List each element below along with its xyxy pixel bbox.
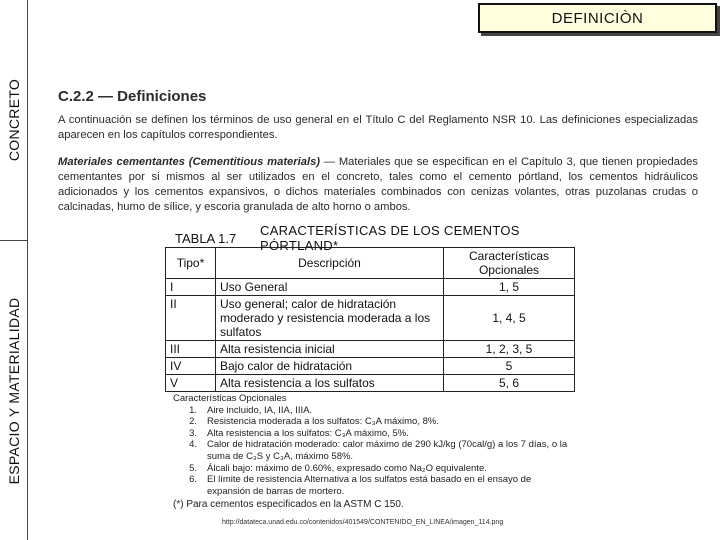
cell-descripcion: Uso general; calor de hidratación moderado y resistencia moderada a los sulfatos: [216, 296, 444, 341]
cell-tipo: III: [166, 341, 216, 358]
sidebar-section-concreto: [0, 0, 28, 240]
note-text: Resistencia moderada a los sulfatos: C₃A máximo, 8%.: [207, 416, 439, 428]
table-footnote: (*) Para cementos especificados en la ASTM C 150.: [173, 499, 404, 511]
section-title: C.2.2 — Definiciones: [58, 88, 207, 105]
note-number: 5.: [189, 462, 197, 474]
table-caption: [165, 223, 580, 253]
note-item: [173, 474, 575, 497]
cell-descripcion: Alta resistencia inicial: [216, 341, 444, 358]
definition-text: — Materiales que se especifican en el Capítulo 3, que tienen propiedades cementantes por si mismos al ser utilizados en el concreto, tales como el cemento pórtland, los cementos hidráulicos adicionados y los cementos expansivos, o dichos materiales combinados con cenizas volantes, otras puzolanas crudas o calcinadas, humo de sílice, y escoria granulada de alto horno o ambos.: [58, 156, 698, 213]
note-text: El límite de resistencia Alternativa a los sulfatos está basado en el ensayo de expansión de barras de mortero.: [207, 474, 532, 497]
note-text: Calor de hidratación moderado: calor máximo de 290 kJ/kg (70cal/g) a los 7 días, o la suma de C₃S y C₃A, máximo 58%.: [207, 439, 568, 462]
note-number: 2.: [189, 416, 197, 428]
table-row: [166, 296, 575, 341]
cell-tipo: IV: [166, 358, 216, 375]
table-title: CARACTERÍSTICAS DE LOS CEMENTOS PÓRTLAND*: [260, 223, 520, 253]
sidebar: [0, 0, 28, 540]
table-row: [166, 358, 575, 375]
note-number: 6.: [189, 474, 197, 486]
cell-descripcion: Alta resistencia a los sulfatos: [216, 375, 444, 392]
cell-caracteristicas: 1, 4, 5: [444, 296, 575, 341]
note-item: [173, 416, 575, 428]
cell-descripcion: Bajo calor de hidratación: [216, 358, 444, 375]
notes-title: Características Opcionales: [173, 393, 287, 404]
note-text: Aire incluido, IA, IIA, IIIA.: [207, 404, 313, 416]
cell-caracteristicas: 1, 2, 3, 5: [444, 341, 575, 358]
intro-paragraph: A continuación se definen los términos de uso general en el Título C del Reglamento NSR 10. Las definiciones especializadas aparecen en los capítulos correspondientes.: [58, 114, 698, 141]
table-row: [166, 341, 575, 358]
note-number: 4.: [189, 439, 197, 451]
cell-caracteristicas: 1, 5: [444, 279, 575, 296]
header-title: DEFINICIÒN: [551, 9, 644, 27]
table-row: [166, 279, 575, 296]
header-descripcion: Descripción: [216, 248, 444, 279]
definition-paragraph: [58, 155, 698, 215]
header-title-box: [478, 3, 717, 33]
cell-tipo: I: [166, 279, 216, 296]
definition-term: Materiales cementantes (Cementitious materials): [58, 156, 321, 168]
note-number: 1.: [189, 404, 197, 416]
cell-caracteristicas: 5, 6: [444, 375, 575, 392]
header-tipo: Tipo*: [166, 248, 216, 279]
cell-tipo: V: [166, 375, 216, 392]
table-row: [166, 375, 575, 392]
note-number: 3.: [189, 427, 197, 439]
note-text: Alta resistencia a los sulfatos: C₃A máximo, 5%.: [207, 427, 409, 439]
note-item: [173, 428, 575, 440]
notes-list: [173, 405, 575, 498]
table-label: TABLA 1.7: [175, 230, 237, 246]
table-notes: [165, 393, 575, 511]
sidebar-label-concreto: CONCRETO: [5, 78, 22, 162]
header-caracteristicas: Características Opcionales: [444, 248, 575, 279]
cell-descripcion: Uso General: [216, 279, 444, 296]
sidebar-label-espacio: ESPACIO Y MATERIALIDAD: [5, 297, 22, 484]
note-item: [173, 405, 575, 417]
cement-table: [165, 247, 575, 392]
cell-tipo: II: [166, 296, 216, 341]
note-item: [173, 463, 575, 475]
note-text: Álcali bajo: máximo de 0.60%, expresado como Na₂O equivalente.: [207, 462, 487, 474]
note-item: [173, 439, 575, 462]
cell-caracteristicas: 5: [444, 358, 575, 375]
cement-table-figure: [165, 223, 580, 511]
document-body: [58, 88, 698, 215]
source-url: http://datateca.unad.edu.co/contenidos/401549/CONTENIDO_EN_LINEA/imagen_114.png: [222, 519, 504, 526]
sidebar-section-espacio: [0, 240, 28, 540]
